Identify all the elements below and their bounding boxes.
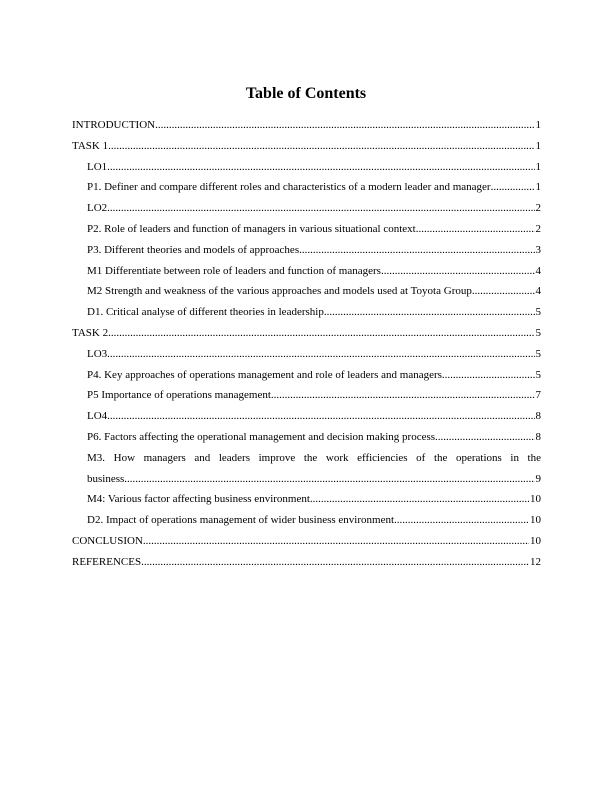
toc-entry-label: D2. Impact of operations management of wider business environment	[87, 514, 395, 527]
toc-entry-label: P4. Key approaches of operations management and role of leaders and managers	[87, 368, 442, 381]
toc-entry-label: P6. Factors affecting the operational management and decision making process	[87, 430, 436, 443]
dot-leader	[107, 406, 534, 427]
dot-leader	[127, 469, 534, 490]
toc-entry-m4[interactable]	[72, 489, 541, 510]
toc-entry-page: 12	[530, 555, 541, 568]
toc-entry-page: 1	[535, 160, 541, 173]
dot-leader	[381, 261, 535, 282]
dot-leader	[107, 344, 534, 365]
toc-entry-page: 5	[535, 306, 541, 319]
toc-entry-label: P2. Role of leaders and function of managers in various situational context	[87, 222, 416, 235]
dot-leader	[141, 552, 529, 573]
toc-entry-label: P3. Different theories and models of approaches	[87, 243, 300, 256]
toc-entry-d1[interactable]	[72, 302, 541, 323]
toc-entry-p3[interactable]	[72, 240, 541, 261]
toc-entry-label: TASK 2	[72, 326, 109, 339]
dot-leader	[107, 157, 534, 178]
toc-entry-p1[interactable]	[72, 177, 541, 198]
toc-entry-label-line2: business.	[87, 472, 128, 485]
dot-leader	[435, 427, 534, 448]
dot-leader	[107, 198, 534, 219]
toc-entry-label: LO4	[87, 410, 108, 423]
toc-entry-label: D1. Critical analyse of different theories in leadership	[87, 306, 324, 319]
toc-entry-page: 3	[535, 243, 541, 256]
toc-entry-page: 8	[535, 410, 541, 423]
dot-leader	[491, 177, 535, 198]
dot-leader	[394, 510, 529, 531]
toc-entry-label: LO2	[87, 202, 108, 215]
toc-entry-m2[interactable]	[72, 281, 541, 302]
toc-entry-label: LO1	[87, 160, 108, 173]
toc-entry-page: 1	[535, 139, 541, 152]
toc-entry-page: 9	[535, 472, 541, 485]
dot-leader	[155, 115, 534, 136]
toc-entry-label: P1. Definer and compare different roles and characteristics of a modern leader and manager	[87, 181, 491, 194]
toc-entry-p5[interactable]	[72, 385, 541, 406]
toc-entry-lo2[interactable]	[72, 198, 541, 219]
toc-title: Table of Contents	[245, 85, 367, 102]
toc-entry-label-line1: M3. How managers and leaders improve the work efficiencies of the operations in the	[87, 451, 541, 464]
toc-entry-page: 1	[535, 181, 541, 194]
dot-leader	[324, 302, 535, 323]
toc-entry-label: CONCLUSION	[72, 534, 143, 547]
toc-entry-page: 10	[530, 493, 541, 506]
toc-entry-page: 2	[535, 222, 541, 235]
toc-entry-references[interactable]	[72, 552, 541, 573]
toc-entry-page: 4	[535, 264, 541, 277]
toc-entry-p6[interactable]	[72, 427, 541, 448]
toc-entry-page: 5	[535, 368, 541, 381]
dot-leader	[472, 281, 535, 302]
toc-entry-page: 1	[535, 119, 541, 131]
toc-entry-page: 10	[530, 514, 541, 527]
toc-entry-page: 2	[535, 202, 541, 215]
toc-entry-p2[interactable]	[72, 219, 541, 240]
toc-entry-task-1[interactable]	[72, 136, 541, 157]
toc-entry-p4[interactable]	[72, 365, 541, 386]
toc-entry-conclusion[interactable]	[72, 531, 541, 552]
toc-entry-page: 7	[535, 389, 541, 402]
toc-entry-label: M2 Strength and weakness of the various approaches and models used at Toyota Group	[87, 285, 472, 298]
dot-leader	[299, 240, 534, 261]
toc-entry-lo4[interactable]	[72, 406, 541, 427]
toc-entry-label: INTRODUCTION	[72, 119, 156, 131]
toc-list	[72, 115, 541, 573]
toc-entry-task-2[interactable]	[72, 323, 541, 344]
toc-entry-page: 5	[535, 326, 541, 339]
toc-entry-label: M4: Various factor affecting business environment	[87, 493, 310, 506]
dot-leader	[108, 136, 534, 157]
toc-entry-introduction[interactable]	[72, 115, 541, 136]
toc-entry-label: M1 Differentiate between role of leaders and function of managers	[87, 264, 381, 277]
toc-entry-m1[interactable]	[72, 261, 541, 282]
dot-leader	[108, 323, 534, 344]
toc-entry-page: 10	[530, 534, 541, 547]
dot-leader	[143, 531, 529, 552]
toc-entry-label: LO3	[87, 347, 108, 360]
toc-entry-d2[interactable]	[72, 510, 541, 531]
toc-entry-label: P5 Importance of operations management	[87, 389, 271, 402]
dot-leader	[310, 489, 529, 510]
toc-entry-page: 8	[535, 430, 541, 443]
toc-entry-page: 4	[535, 285, 541, 298]
toc-entry-label: TASK 1	[72, 139, 109, 152]
dot-leader	[416, 219, 535, 240]
toc-entry-lo1[interactable]	[72, 157, 541, 178]
toc-entry-page: 5	[535, 347, 541, 360]
dot-leader	[271, 385, 535, 406]
toc-entry-label: REFERENCES	[72, 555, 142, 568]
toc-entry-m3[interactable]	[72, 448, 541, 490]
toc-entry-lo3[interactable]	[72, 344, 541, 365]
dot-leader	[442, 365, 535, 386]
